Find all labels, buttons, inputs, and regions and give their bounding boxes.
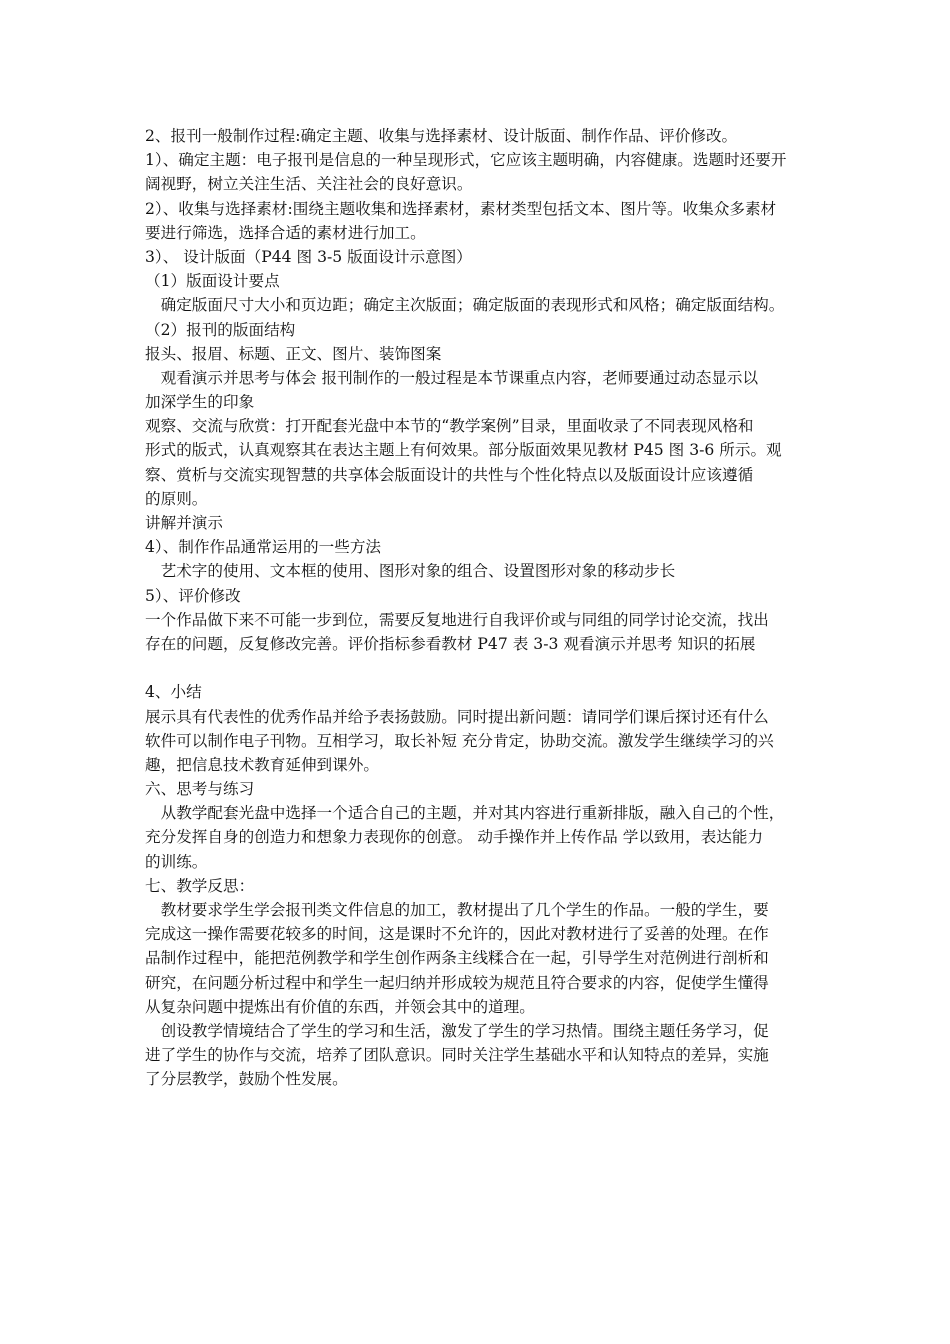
text-line: 软件可以制作电子刊物。互相学习，取长补短 充分肯定，协助交流。激发学生继续学习的兴 — [145, 731, 774, 750]
text-line: 要进行筛选，选择合适的素材进行加工。 — [145, 223, 426, 242]
text-line: 2、报刊一般制作过程:确定主题、收集与选择素材、设计版面、制作作品、评价修改。 — [145, 127, 738, 145]
text-line: 充分发挥自身的创造力和想象力表现你的创意。 动手操作并上传作品 学以致用，表达能力 — [145, 828, 764, 847]
text-line: 从复杂问题中提炼出有价值的东西，并领会其中的道理。 — [145, 997, 535, 1016]
text-line: 六、思考与练习 — [145, 780, 255, 799]
text-line: 一个作品做下来不可能一步到位，需要反复地进行自我评价或与同组的同学讨论交流，找出 — [145, 610, 769, 629]
document-body — [145, 124, 825, 1092]
text-line: 了分层教学，鼓励个性发展。 — [145, 1070, 348, 1089]
text-line: （2）报刊的版面结构 — [145, 320, 296, 339]
text-line: 形式的版式，认真观察其在表达主题上有何效果。部分版面效果见教材 P45 图 3-6 所示。观 — [145, 441, 782, 460]
text-line: 加深学生的印象 — [145, 393, 255, 412]
text-line: 品制作过程中，能把范例教学和学生创作两条主线糅合在一起，引导学生对范例进行剖析和 — [145, 949, 769, 968]
text-line: 观察、交流与欣赏：打开配套光盘中本节的“教学案例”目录，里面收录了不同表现风格和 — [145, 417, 754, 436]
text-line: 存在的问题，反复修改完善。评价指标参看教材 P47 表 3-3 观看演示并思考 知识的拓展 — [145, 634, 756, 653]
text-line: 完成这一操作需要花较多的时间，这是课时不允许的，因此对教材进行了妥善的处理。在作 — [145, 925, 769, 944]
text-line: 艺术字的使用、文本框的使用、图形对象的组合、设置图形对象的移动步长 — [145, 562, 676, 581]
text-line: 报头、报眉、标题、正文、图片、装饰图案 — [145, 344, 442, 363]
text-line: （1）版面设计要点 — [145, 272, 280, 291]
text-line: 5）、评价修改 — [145, 586, 241, 605]
text-line: 2）、收集与选择素材:围绕主题收集和选择素材，素材类型包括文本、图片等。收集众多素材 — [145, 199, 777, 218]
text-line: 教材要求学生学会报刊类文件信息的加工，教材提出了几个学生的作品。一般的学生，要 — [145, 901, 769, 919]
text-line: 察、赏析与交流实现智慧的共享体会版面设计的共性与个性化特点以及版面设计应该遵循 — [145, 465, 754, 484]
text-line: 创设教学情境结合了学生的学习和生活，激发了学生的学习热情。围绕主题任务学习，促 — [145, 1021, 769, 1040]
text-line: 的训练。 — [145, 852, 208, 871]
text-line: 七、教学反思： — [145, 876, 255, 895]
text-line: 讲解并演示 — [145, 514, 223, 532]
text-line: 4）、制作作品通常运用的一些方法 — [145, 538, 382, 557]
text-line: 展示具有代表性的优秀作品并给予表扬鼓励。同时提出新问题：请同学们课后探讨还有什么 — [145, 707, 769, 726]
text-line: 的原则。 — [145, 489, 208, 508]
text-line: 趣，把信息技术教育延伸到课外。 — [145, 755, 379, 774]
blank-line — [145, 656, 825, 680]
text-line: 4、小结 — [145, 683, 202, 702]
text-line: 进了学生的协作与交流，培养了团队意识。同时关注学生基础水平和认知特点的差异，实施 — [145, 1046, 769, 1065]
text-line: 1）、确定主题：电子报刊是信息的一种呈现形式，它应该主题明确，内容健康。选题时还要开 — [145, 151, 787, 170]
text-line: 阔视野，树立关注生活、关注社会的良好意识。 — [145, 175, 473, 194]
text-line: 3）、 设计版面（P44 图 3-5 版面设计示意图） — [145, 247, 472, 266]
text-line: 确定版面尺寸大小和页边距；确定主次版面；确定版面的表现形式和风格；确定版面结构。 — [145, 296, 785, 315]
text-line: 研究，在问题分析过程中和学生一起归纳并形成较为规范且符合要求的内容，促使学生懂得 — [145, 973, 769, 992]
text-line: 从教学配套光盘中选择一个适合自己的主题，并对其内容进行重新排版，融入自己的个性， — [145, 804, 785, 823]
text-line: 观看演示并思考与体会 报刊制作的一般过程是本节课重点内容，老师要通过动态显示以 — [145, 368, 759, 387]
